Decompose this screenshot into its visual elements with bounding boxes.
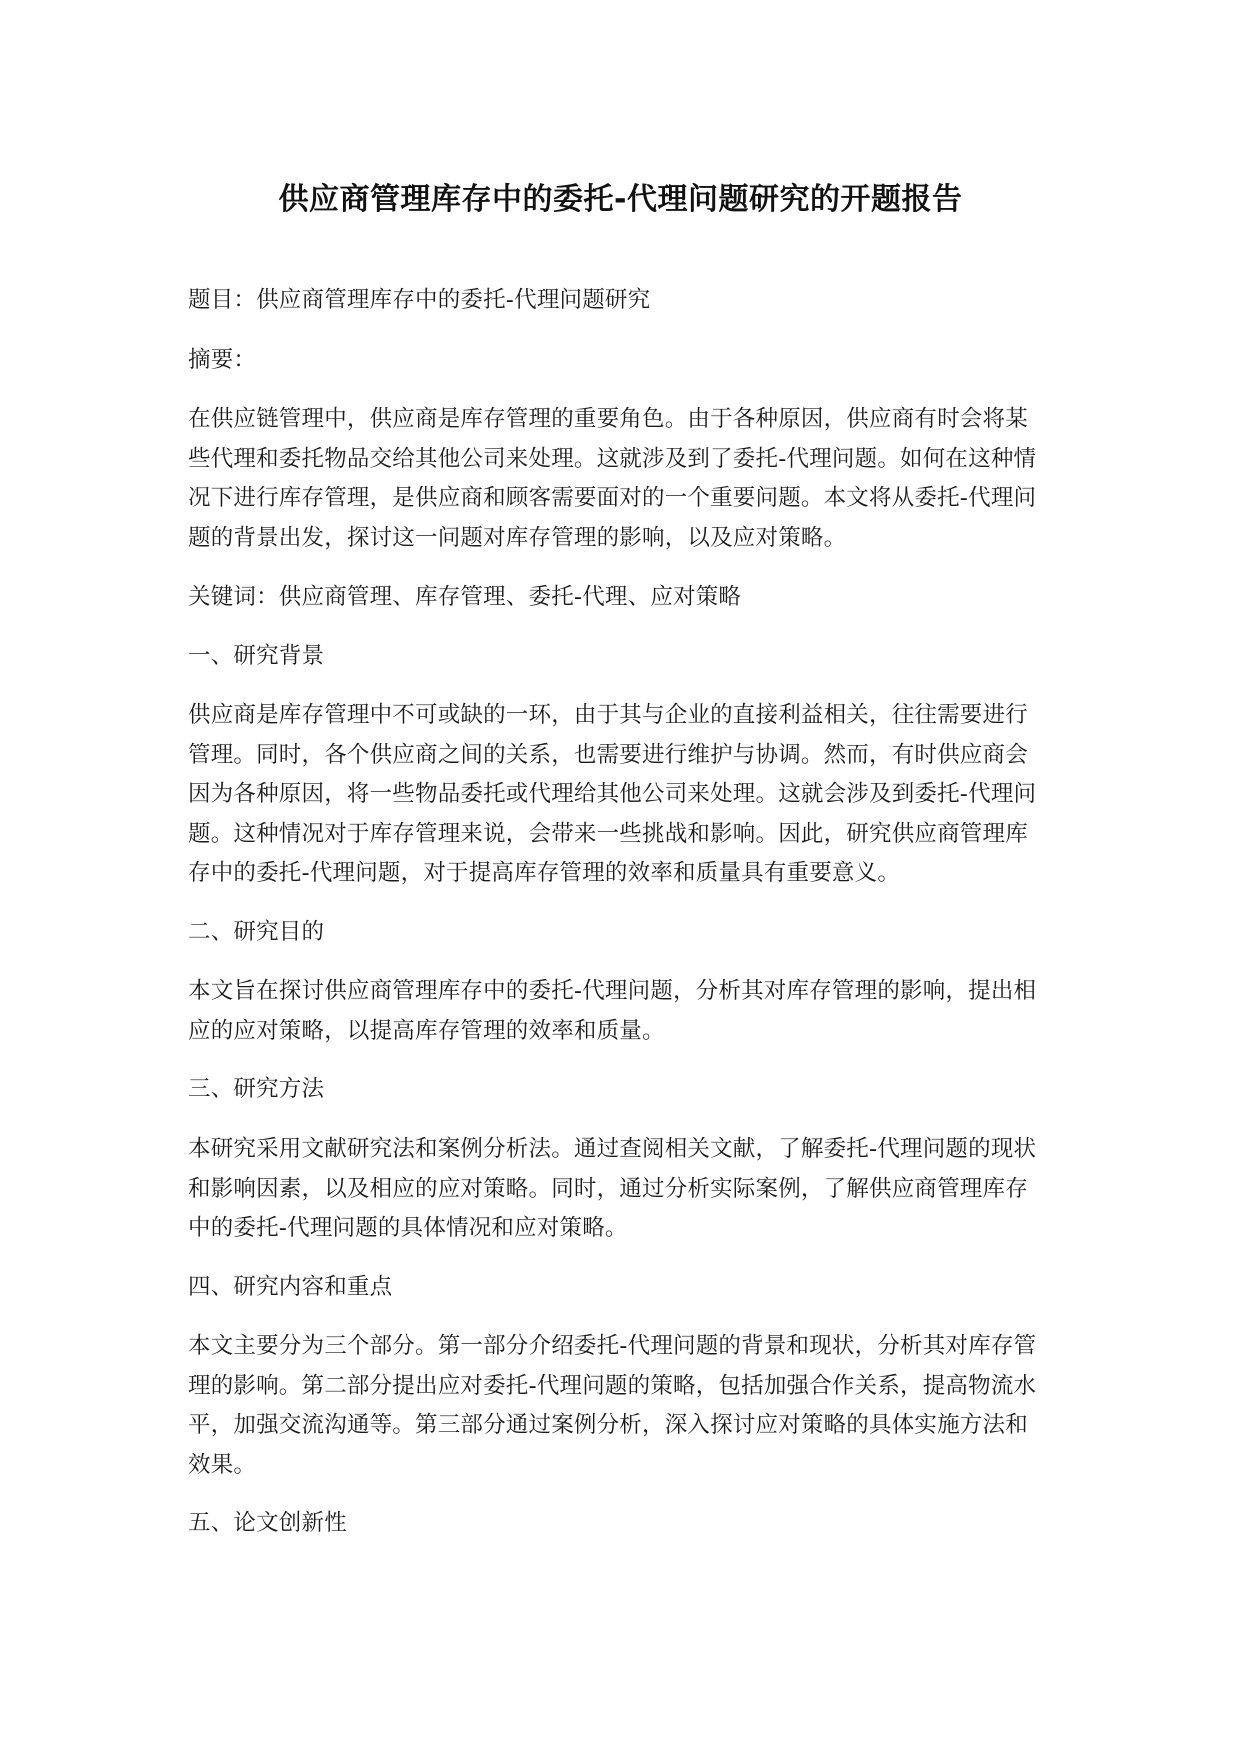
text-line: 题。这种情况对于库存管理来说，会带来一些挑战和影响。因此，研究供应商管理库	[188, 820, 1028, 847]
text-line: 本文旨在探讨供应商管理库存中的委托-代理问题，分析其对库存管理的影响，提出相	[188, 978, 1037, 1004]
text-line: 题的背景出发，探讨这一问题对库存管理的影响，以及应对策略。	[188, 524, 847, 551]
section-paragraph	[188, 696, 1054, 894]
text-line: 中的委托-代理问题的具体情况和应对策略。	[188, 1215, 628, 1242]
section-heading: 四、研究内容和重点	[188, 1274, 393, 1300]
text-line: 因为各种原因，将一些物品委托或代理给其他公司来处理。这就会涉及到委托-代理问	[188, 781, 1037, 808]
section-heading: 二、研究目的	[188, 919, 325, 945]
text-line: 理的影响。第二部分提出应对委托-代理问题的策略，包括加强合作关系，提高物流水	[188, 1372, 1037, 1399]
section-paragraph	[188, 972, 1054, 1051]
text-line: 平，加强交流沟通等。第三部分通过案例分析，深入探讨应对策略的具体实施方法和	[188, 1412, 1028, 1439]
text-line: 管理。同时，各个供应商之间的关系，也需要进行维护与协调。然而，有时供应商会	[188, 741, 1028, 768]
section-heading: 五、论文创新性	[188, 1510, 347, 1536]
keywords-line: 关键词：供应商管理、库存管理、委托-代理、应对策略	[188, 584, 742, 610]
topic-line: 题目：供应商管理库存中的委托-代理问题研究	[188, 287, 651, 313]
text-line: 在供应链管理中，供应商是库存管理的重要角色。由于各种原因，供应商有时会将某	[188, 406, 1028, 432]
text-line: 况下进行库存管理，是供应商和顾客需要面对的一个重要问题。本文将从委托-代理问	[188, 485, 1037, 512]
section-paragraph	[188, 1327, 1054, 1485]
abstract-label: 摘要：	[188, 347, 257, 373]
text-line: 效果。	[188, 1451, 257, 1478]
section-heading: 一、研究背景	[188, 643, 325, 669]
text-line: 应的应对策略，以提高库存管理的效率和质量。	[188, 1017, 665, 1044]
section-heading: 三、研究方法	[188, 1076, 325, 1102]
abstract-paragraph	[188, 400, 1054, 558]
text-line: 和影响因素，以及相应的应对策略。同时，通过分析实际案例，了解供应商管理库存	[188, 1175, 1028, 1202]
text-line: 本研究采用文献研究法和案例分析法。通过查阅相关文献，了解委托-代理问题的现状	[188, 1136, 1037, 1162]
document-title: 供应商管理库存中的委托-代理问题研究的开题报告	[278, 182, 963, 217]
text-line: 本文主要分为三个部分。第一部分介绍委托-代理问题的背景和现状，分析其对库存管	[188, 1333, 1037, 1359]
text-line: 存中的委托-代理问题，对于提高库存管理的效率和质量具有重要意义。	[188, 860, 901, 887]
section-paragraph	[188, 1130, 1054, 1249]
text-line: 些代理和委托物品交给其他公司来处理。这就涉及到了委托-代理问题。如何在这种情	[188, 445, 1037, 472]
text-line: 供应商是库存管理中不可或缺的一环，由于其与企业的直接利益相关，往往需要进行	[188, 702, 1028, 728]
